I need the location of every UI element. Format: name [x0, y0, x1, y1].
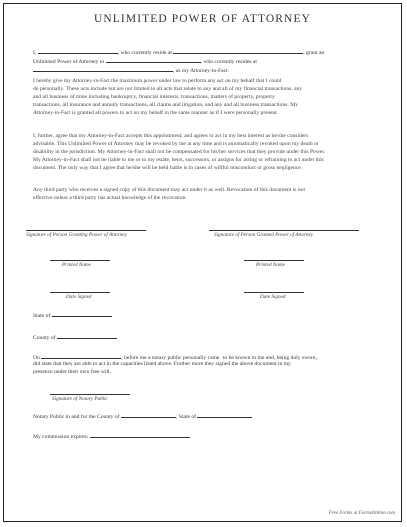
notary-text: , before me a notary public personally came — [121, 355, 220, 361]
intro-text: , as my Attorney-in-Fact. — [173, 68, 230, 74]
notary-line-2: did state that they are able to act in the capacities listed above. Further more they signed the above document in my — [33, 361, 291, 367]
paragraph-line: Attorney-in-Fact is granted all powers to act on my behalf in the same manner as if I were personally present. — [33, 110, 279, 117]
paragraph-line: I hereby give my Attorney-in-Fact the maximum power under law to perform any act on my behalf that I could — [33, 78, 282, 84]
footer-credit: Free Forms at FormsOnline.com — [328, 511, 395, 516]
notary-state-blank[interactable] — [52, 311, 112, 317]
intro-line-1 — [33, 48, 324, 57]
agent-address-blank[interactable] — [33, 66, 173, 72]
notary-state-of-label: , State of — [175, 414, 196, 420]
intro-line-3 — [33, 66, 229, 75]
paragraph-third-party — [33, 186, 378, 202]
agent-date-label: Date Signed — [260, 294, 286, 300]
document-page — [3, 3, 402, 522]
agent-signature-label: Signature of Person Granted Power of Attorney — [214, 232, 314, 238]
notary-signature-label: Signature of Notary Public — [52, 396, 108, 402]
notary-commission-blank[interactable] — [90, 432, 190, 438]
notary-state-of-blank[interactable] — [197, 412, 252, 418]
paragraph-line: Any third party who receives a signed copy of this document may act under it as well. Revocation of this document is not — [33, 187, 306, 193]
agent-printed-name-label: Printed Name — [256, 262, 285, 268]
paragraph-line: My Attorney-in-Fact shall not be liable to me or to my estate, heirs, successors, or assigns for acting or refraining to act under this — [33, 157, 324, 164]
paragraph-line: I, further, agree that my Attorney-in-Fact accepts this appointment, and agrees to act in my best interest as he/she considers — [33, 133, 309, 139]
notary-date-blank[interactable] — [41, 353, 121, 359]
intro-text: Unlimited Power of Attorney to — [33, 59, 105, 65]
notary-state-label: State of — [33, 313, 51, 319]
intro-line-2 — [33, 57, 257, 66]
notary-public-label: Notary Public in and for the County of — [33, 414, 120, 420]
notary-county-blank[interactable] — [57, 333, 117, 339]
notary-signature-line[interactable] — [50, 394, 130, 395]
principal-printed-name-label: Printed Name — [62, 262, 91, 268]
paragraph-line: disability in the jurisdiction. My Attorney-in-Fact shall not be compensated for his/her services that they provide under this Power. — [33, 149, 326, 156]
intro-text: , who currently resides at — [200, 59, 257, 65]
principal-date-line[interactable] — [50, 292, 110, 293]
paragraph-line: do personally. These acts include but are not limited to all acts that relate to any and all of my financial transactions, any — [33, 86, 303, 93]
notary-county-of-blank[interactable] — [121, 412, 176, 418]
notary-commission-label: My commission expires: — [33, 434, 89, 440]
principal-printed-name-line[interactable] — [50, 260, 110, 261]
principal-date-label: Date Signed — [66, 294, 92, 300]
notary-on-label: On — [33, 355, 40, 361]
agent-name-blank[interactable] — [106, 57, 201, 63]
paragraph-line: transactions, all insurance and annuity transactions, all claims and litigation, and any and all business transactions. My — [33, 102, 299, 109]
notary-text: to be known to me and, being duly sworn, — [222, 355, 317, 361]
paragraph-powers — [33, 77, 378, 117]
paragraph-acceptance — [33, 132, 378, 172]
notary-public-line — [33, 412, 252, 421]
paragraph-line: document. The only way that I agree that he/she will be held liable is in cases of willful misconduct or gross negligence. — [33, 165, 303, 172]
agent-date-line[interactable] — [244, 292, 304, 293]
intro-text: , grant an — [303, 50, 325, 56]
intro-text: , who currently reside at — [117, 50, 172, 56]
notary-state-line — [33, 311, 112, 320]
paragraph-line: advisable. This Unlimited Power of Attorney may be revoked by me at any time and is automatically revoked upon my death or — [33, 141, 319, 148]
intro-text: I, — [33, 50, 37, 56]
notary-county-line — [33, 333, 117, 342]
notary-commission-line — [33, 432, 190, 441]
agent-printed-name-line[interactable] — [244, 260, 304, 261]
principal-signature-line[interactable] — [26, 230, 146, 231]
principal-name-blank[interactable] — [38, 48, 118, 54]
agent-signature-line[interactable] — [209, 230, 359, 231]
principal-signature-label: Signature of Person Granting Power of Attorney — [26, 232, 127, 238]
notary-line-3: presence under their own free will. — [33, 369, 111, 375]
principal-address-blank[interactable] — [173, 48, 303, 54]
notary-county-label: County of — [33, 335, 56, 341]
paragraph-line: effective unless a third party has actual knowledge of the revocation. — [33, 195, 187, 202]
document-title: UNLIMITED POWER OF ATTORNEY — [94, 13, 311, 25]
paragraph-line: and all business of mine including bankruptcy, financial interests, transactions, matters of property, property — [33, 94, 275, 101]
